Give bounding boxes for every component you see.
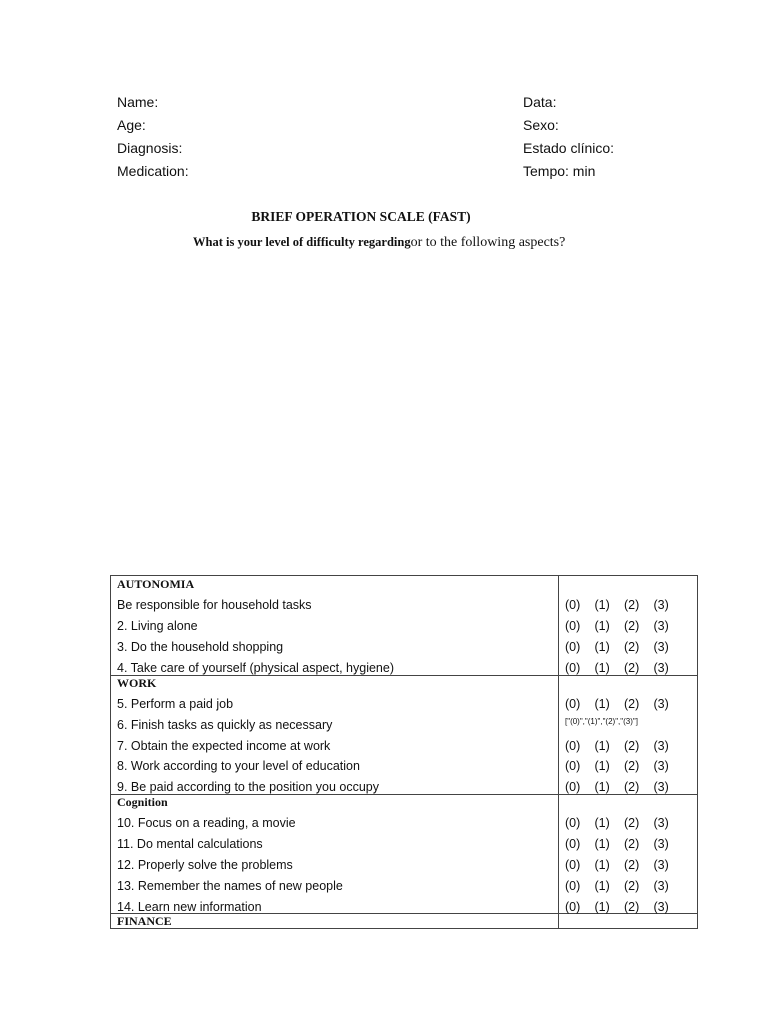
rating-option[interactable]: (1) <box>594 697 610 711</box>
tempo-label: Tempo: min <box>523 163 596 179</box>
rating-option[interactable]: (2) <box>624 858 640 872</box>
rating-option[interactable]: (1) <box>594 858 610 872</box>
rating-options <box>565 697 683 711</box>
rating-option[interactable]: (3) <box>653 759 669 773</box>
item-label: 11. Do mental calculations <box>117 837 263 851</box>
rating-options <box>565 780 683 794</box>
section-title-cognition: Cognition <box>117 795 168 809</box>
rating-option[interactable]: (0) <box>565 858 581 872</box>
rating-option[interactable]: (0) <box>565 879 581 893</box>
section-title-work: WORK <box>117 676 157 690</box>
item-label: 5. Perform a paid job <box>117 697 234 711</box>
rating-option[interactable]: (1) <box>594 661 610 675</box>
rating-option[interactable]: (3) <box>653 780 669 794</box>
sexo-label: Sexo: <box>523 117 559 133</box>
rating-option[interactable]: (1) <box>594 816 610 830</box>
rating-option[interactable]: (3) <box>653 598 669 612</box>
rating-option[interactable]: (3) <box>653 619 669 633</box>
item-label: 4. Take care of yourself (physical aspect, hygiene) <box>117 661 394 675</box>
rating-option[interactable]: (2) <box>624 598 640 612</box>
rating-options <box>565 858 683 872</box>
rating-options <box>565 837 683 851</box>
page-subtitle <box>193 233 565 251</box>
item-label: 8. Work according to your level of education <box>117 759 360 773</box>
rating-option[interactable]: (0) <box>565 619 581 633</box>
item-label: 12. Properly solve the problems <box>117 858 293 872</box>
rating-option[interactable]: (1) <box>594 759 610 773</box>
rating-options <box>565 640 683 654</box>
rating-option[interactable]: (3) <box>653 837 669 851</box>
rating-option[interactable]: (2) <box>624 816 640 830</box>
rating-option[interactable]: (2) <box>624 661 640 675</box>
rating-option[interactable]: (2) <box>624 739 640 753</box>
subtitle-bold: What is your level of difficulty regarding <box>193 235 411 249</box>
rating-options <box>565 739 683 753</box>
age-label: Age: <box>117 117 146 133</box>
subtitle-normal: or to the following aspects? <box>410 235 566 250</box>
scale-table <box>110 575 698 929</box>
rating-option[interactable]: (2) <box>624 837 640 851</box>
diagnosis-label: Diagnosis: <box>117 140 183 156</box>
rating-options <box>565 900 683 914</box>
item-label: 10. Focus on a reading, a movie <box>117 816 296 830</box>
rating-option[interactable]: (2) <box>624 759 640 773</box>
rating-option[interactable]: (2) <box>624 697 640 711</box>
rating-option[interactable]: (3) <box>653 900 669 914</box>
rating-option[interactable]: (2) <box>624 900 640 914</box>
rating-option[interactable]: (2) <box>624 640 640 654</box>
rating-option[interactable]: (0) <box>565 837 581 851</box>
row-divider <box>111 675 697 676</box>
item-label: 9. Be paid according to the position you occupy <box>117 780 379 794</box>
rating-option[interactable]: (1) <box>594 739 610 753</box>
estado-clinico-label: Estado clínico: <box>523 140 615 156</box>
rating-option[interactable]: (1) <box>594 598 610 612</box>
rating-option[interactable]: (1) <box>594 837 610 851</box>
rating-options <box>565 879 683 893</box>
rating-options <box>565 816 683 830</box>
name-label: Name: <box>117 94 159 110</box>
rating-option[interactable]: (3) <box>653 739 669 753</box>
rating-option[interactable]: (0) <box>565 780 581 794</box>
rating-option[interactable]: (0) <box>565 900 581 914</box>
rating-options <box>565 759 683 773</box>
rating-option[interactable]: (0) <box>565 816 581 830</box>
item-label: 6. Finish tasks as quickly as necessary <box>117 718 333 732</box>
rating-option[interactable]: (0) <box>565 759 581 773</box>
rating-option[interactable]: (3) <box>653 661 669 675</box>
rating-option[interactable]: (2) <box>624 879 640 893</box>
rating-option[interactable]: (3) <box>653 879 669 893</box>
rating-option[interactable]: (3) <box>653 858 669 872</box>
rating-options <box>565 619 683 633</box>
rating-option[interactable]: (1) <box>594 879 610 893</box>
rating-option[interactable]: (3) <box>653 697 669 711</box>
rating-option[interactable]: (1) <box>594 619 610 633</box>
data-label: Data: <box>523 94 557 110</box>
section-title-autonomia: AUTONOMIA <box>117 577 195 591</box>
item-label: 14. Learn new information <box>117 900 262 914</box>
item-label: 2. Living alone <box>117 619 198 633</box>
rating-option[interactable]: (1) <box>594 640 610 654</box>
rating-option[interactable]: (0) <box>565 640 581 654</box>
rating-option[interactable]: (0) <box>565 661 581 675</box>
rating-option[interactable]: (2) <box>624 780 640 794</box>
section-title-finance: FINANCE <box>117 914 172 928</box>
column-divider <box>558 576 559 928</box>
page-title: BRIEF OPERATION SCALE (FAST) <box>251 209 471 224</box>
rating-option[interactable]: (1) <box>594 780 610 794</box>
rating-option[interactable]: (2) <box>624 619 640 633</box>
rating-option[interactable]: (3) <box>653 640 669 654</box>
rating-option[interactable]: (0) <box>565 739 581 753</box>
item-label: 3. Do the household shopping <box>117 640 284 654</box>
item-label: 7. Obtain the expected income at work <box>117 739 331 753</box>
item-label: 13. Remember the names of new people <box>117 879 343 893</box>
rating-options <box>565 661 683 675</box>
rating-option[interactable]: (0) <box>565 697 581 711</box>
row-divider <box>111 794 697 795</box>
rating-option[interactable]: (3) <box>653 816 669 830</box>
rating-options <box>565 598 683 612</box>
medication-label: Medication: <box>117 163 189 179</box>
rating-option[interactable]: (1) <box>594 900 610 914</box>
rating-option[interactable]: (0) <box>565 598 581 612</box>
rating-options-raw: ["(0)","(1)","(2)","(3)"] <box>565 717 638 726</box>
item-label: Be responsible for household tasks <box>117 598 312 612</box>
